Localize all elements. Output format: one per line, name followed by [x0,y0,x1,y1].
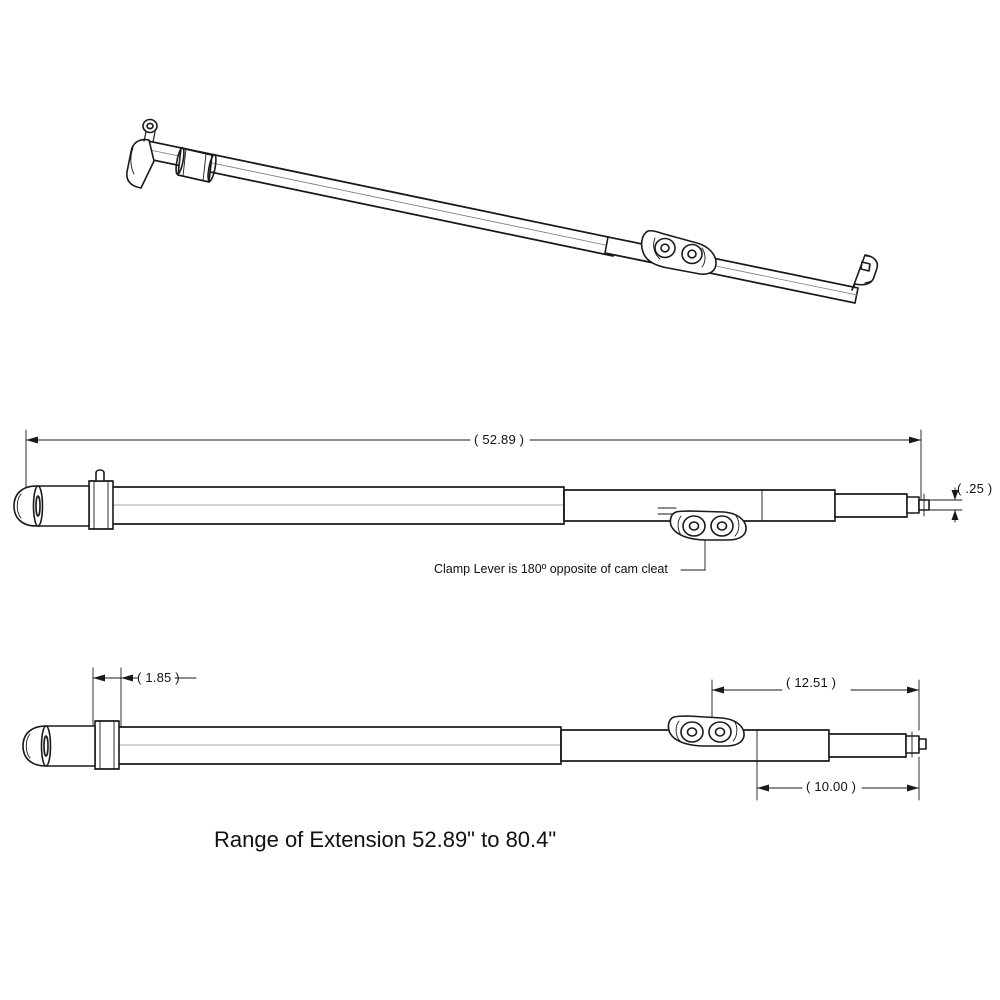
retracted-inner-tube [835,494,907,517]
retracted-cam-cleat [670,511,746,540]
dim-label-overall-length: ( 52.89 ) [474,432,525,447]
iso-left-collar [174,147,217,182]
dim-label-end-pin: ( .25 ) [957,481,993,496]
iso-outer-tube [148,141,613,256]
retracted-left-end-cap [14,486,89,526]
retracted-main-tube [112,487,564,524]
extended-inner-tube [829,734,906,757]
extended-left-end-cap [23,726,95,766]
range-of-extension-caption: Range of Extension 52.89" to 80.4" [214,827,557,852]
iso-inner-tube [700,256,858,303]
extended-cam-cleat [668,716,744,746]
iso-cam-cleat [642,231,716,274]
extended-left-collar [95,721,119,769]
dim-label-clamp-offset: ( 1.85 ) [137,670,180,685]
clamp-lever-leader-line [681,540,705,570]
iso-left-end-cap [127,120,157,189]
dim-label-cam-to-end: ( 12.51 ) [786,675,837,690]
retracted-left-collar [89,470,113,529]
retracted-side-view [14,430,962,570]
extended-main-tube [118,727,561,764]
extended-right-end-fitting [906,732,926,757]
isometric-view [127,120,878,304]
dim-label-inner-travel: ( 10.00 ) [806,779,857,794]
iso-right-end-fitting [852,255,877,290]
retracted-right-end-fitting [907,494,929,516]
clamp-lever-note: Clamp Lever is 180º opposite of cam cleat [434,562,668,576]
